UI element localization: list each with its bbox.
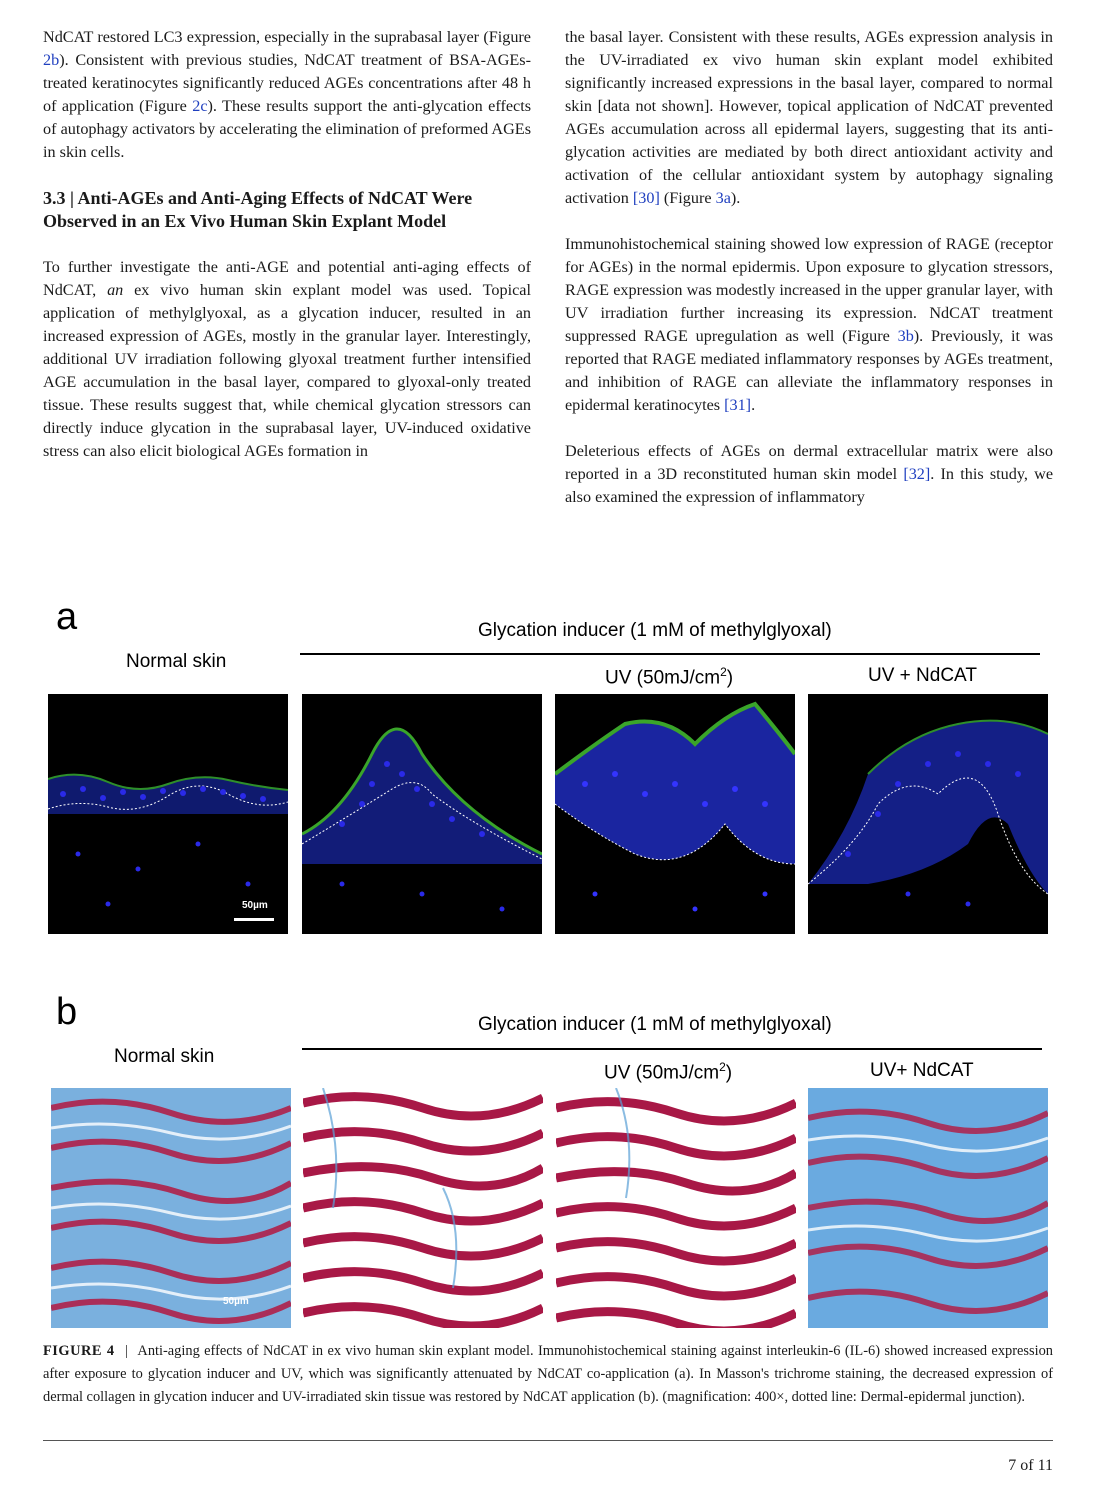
footer-divider [43,1440,1053,1441]
left-column [43,26,531,486]
glycation-inducer-label: Glycation inducer (1 mM of methylglyoxal) [478,620,832,641]
uv-ndcat-label: UV + NdCAT [868,665,977,686]
trichrome-image-glycation [303,1088,543,1328]
trichrome-image-uv [556,1088,796,1328]
caption-separator: | [124,1343,128,1359]
paragraph: Deleterious effects of AGEs on dermal extracellular matrix were also reported in a 3D reconstituted human skin model [32]. In this study, we also examined the expression of inflammatory [565,442,1053,506]
scale-bar [234,918,274,921]
section-heading: 3.3 | Anti-AGEs and Anti-Aging Effects of NdCAT Were Observed in an Ex Vivo Human Skin Explant Model [43,188,473,231]
group-bracket-line [300,653,1040,655]
caption-label: FIGURE 4 [43,1343,115,1359]
figure-link[interactable]: 3a [715,189,731,207]
panel-letter: b [56,991,78,1033]
figure-link[interactable]: 3b [897,327,914,345]
fluorescence-image-uv-ndcat [808,694,1048,934]
page-number: 7 of 11 [1008,1457,1053,1474]
panel-letter: a [56,596,78,638]
paragraph: NdCAT restored LC3 expression, especially in the suprabasal layer (Figure 2b). Consistent with previous studies, NdCAT treatment of BSA-AGEs-treated keratinocytes significantly reduced AGEs concentrations after 48 h of application (Figure 2c). These results support the anti-glycation effects of autophagy activators by accelerating the elimination of preformed AGEs in skin cells. [43,28,531,161]
figure-panel-b [0,985,1100,1335]
right-column [565,26,1053,532]
fluorescence-image-normal [48,694,288,934]
trichrome-image-uv-ndcat [808,1088,1048,1328]
fluorescence-image-glycation [302,694,542,934]
trichrome-image-normal [51,1088,291,1328]
normal-skin-label: Normal skin [126,651,227,672]
figure-link[interactable]: 2b [43,51,60,69]
group-bracket-line [302,1048,1042,1050]
figure-caption [43,1340,1053,1409]
uv-label: UV $(50mJ/cm^2)$ [604,1060,733,1084]
reference-link[interactable]: [31] [724,396,752,414]
reference-link[interactable]: [30] [632,189,660,207]
fluorescence-image-uv [555,694,795,934]
paragraph: To further investigate the anti-AGE and potential anti-aging effects of NdCAT, an ex vivo human skin explant model was used. Topical application of methylglyoxal, as a glycation inducer, resulted in an increased expression of AGEs, mostly in the granular layer. Interestingly, additional UV irradiation following glyoxal treatment further intensified AGE accumulation in the basal layer, compared to glyoxal-only treated tissue. These results suggest that, while chemical glycation stressors can directly induce glycation in the suprabasal layer, UV-induced oxidative stress can also elicit biological AGEs formation in [43,258,531,460]
normal-skin-label: Normal skin [114,1046,215,1067]
scale-bar-label: 50µm [242,900,268,911]
uv-ndcat-label: UV+ NdCAT [870,1060,974,1081]
paragraph: the basal layer. Consistent with these results, AGEs expression analysis in the UV-irradiated ex vivo human skin explant model exhibited significantly increased expressions in the basal layer, compared to normal skin [data not shown]. However, topical application of NdCAT prevented AGEs accumulation across all epidermal layers, suggesting that its anti-glycation activities are mediated by both direct antioxidant activity and activation of the cellular antioxidant system by autophagy signaling activation [30] (Figure 3a). [565,28,1053,207]
glycation-inducer-label: Glycation inducer (1 mM of methylglyoxal) [478,1014,832,1035]
reference-link[interactable]: [32] [903,465,931,483]
figure-panel-a [0,590,1100,940]
paragraph: Immunohistochemical staining showed low expression of RAGE (receptor for AGEs) in the normal epidermis. Upon exposure to glycation stressors, RAGE expression was modestly increased in the upper granular layer, with UV irradiation further increasing its expression. NdCAT treatment suppressed RAGE upregulation as well (Figure 3b). Previously, it was reported that RAGE mediated inflammatory responses by AGEs treatment, and inhibition of RAGE can alleviate the inflammatory responses in epidermal keratinocytes [31]. [565,235,1053,414]
figure-link[interactable]: 2c [192,97,208,115]
scale-bar-label: 50µm [223,1296,249,1307]
uv-label: UV $(50mJ/cm^2)$ [605,665,734,689]
caption-text: Anti-aging effects of NdCAT in ex vivo human skin explant model. Immunohistochemical staining against interleukin-6 (IL-6) showed increased expression after exposure to glycation inducer and UV, which was significantly attenuated by NdCAT co-application (a). In Masson's trichrome staining, the decreased expression of dermal collagen in glycation inducer and UV-irradiated skin tissue was restored by NdCAT application (b). (magnification: 400×, dotted line: Dermal-epidermal junction). [43,1343,1053,1405]
